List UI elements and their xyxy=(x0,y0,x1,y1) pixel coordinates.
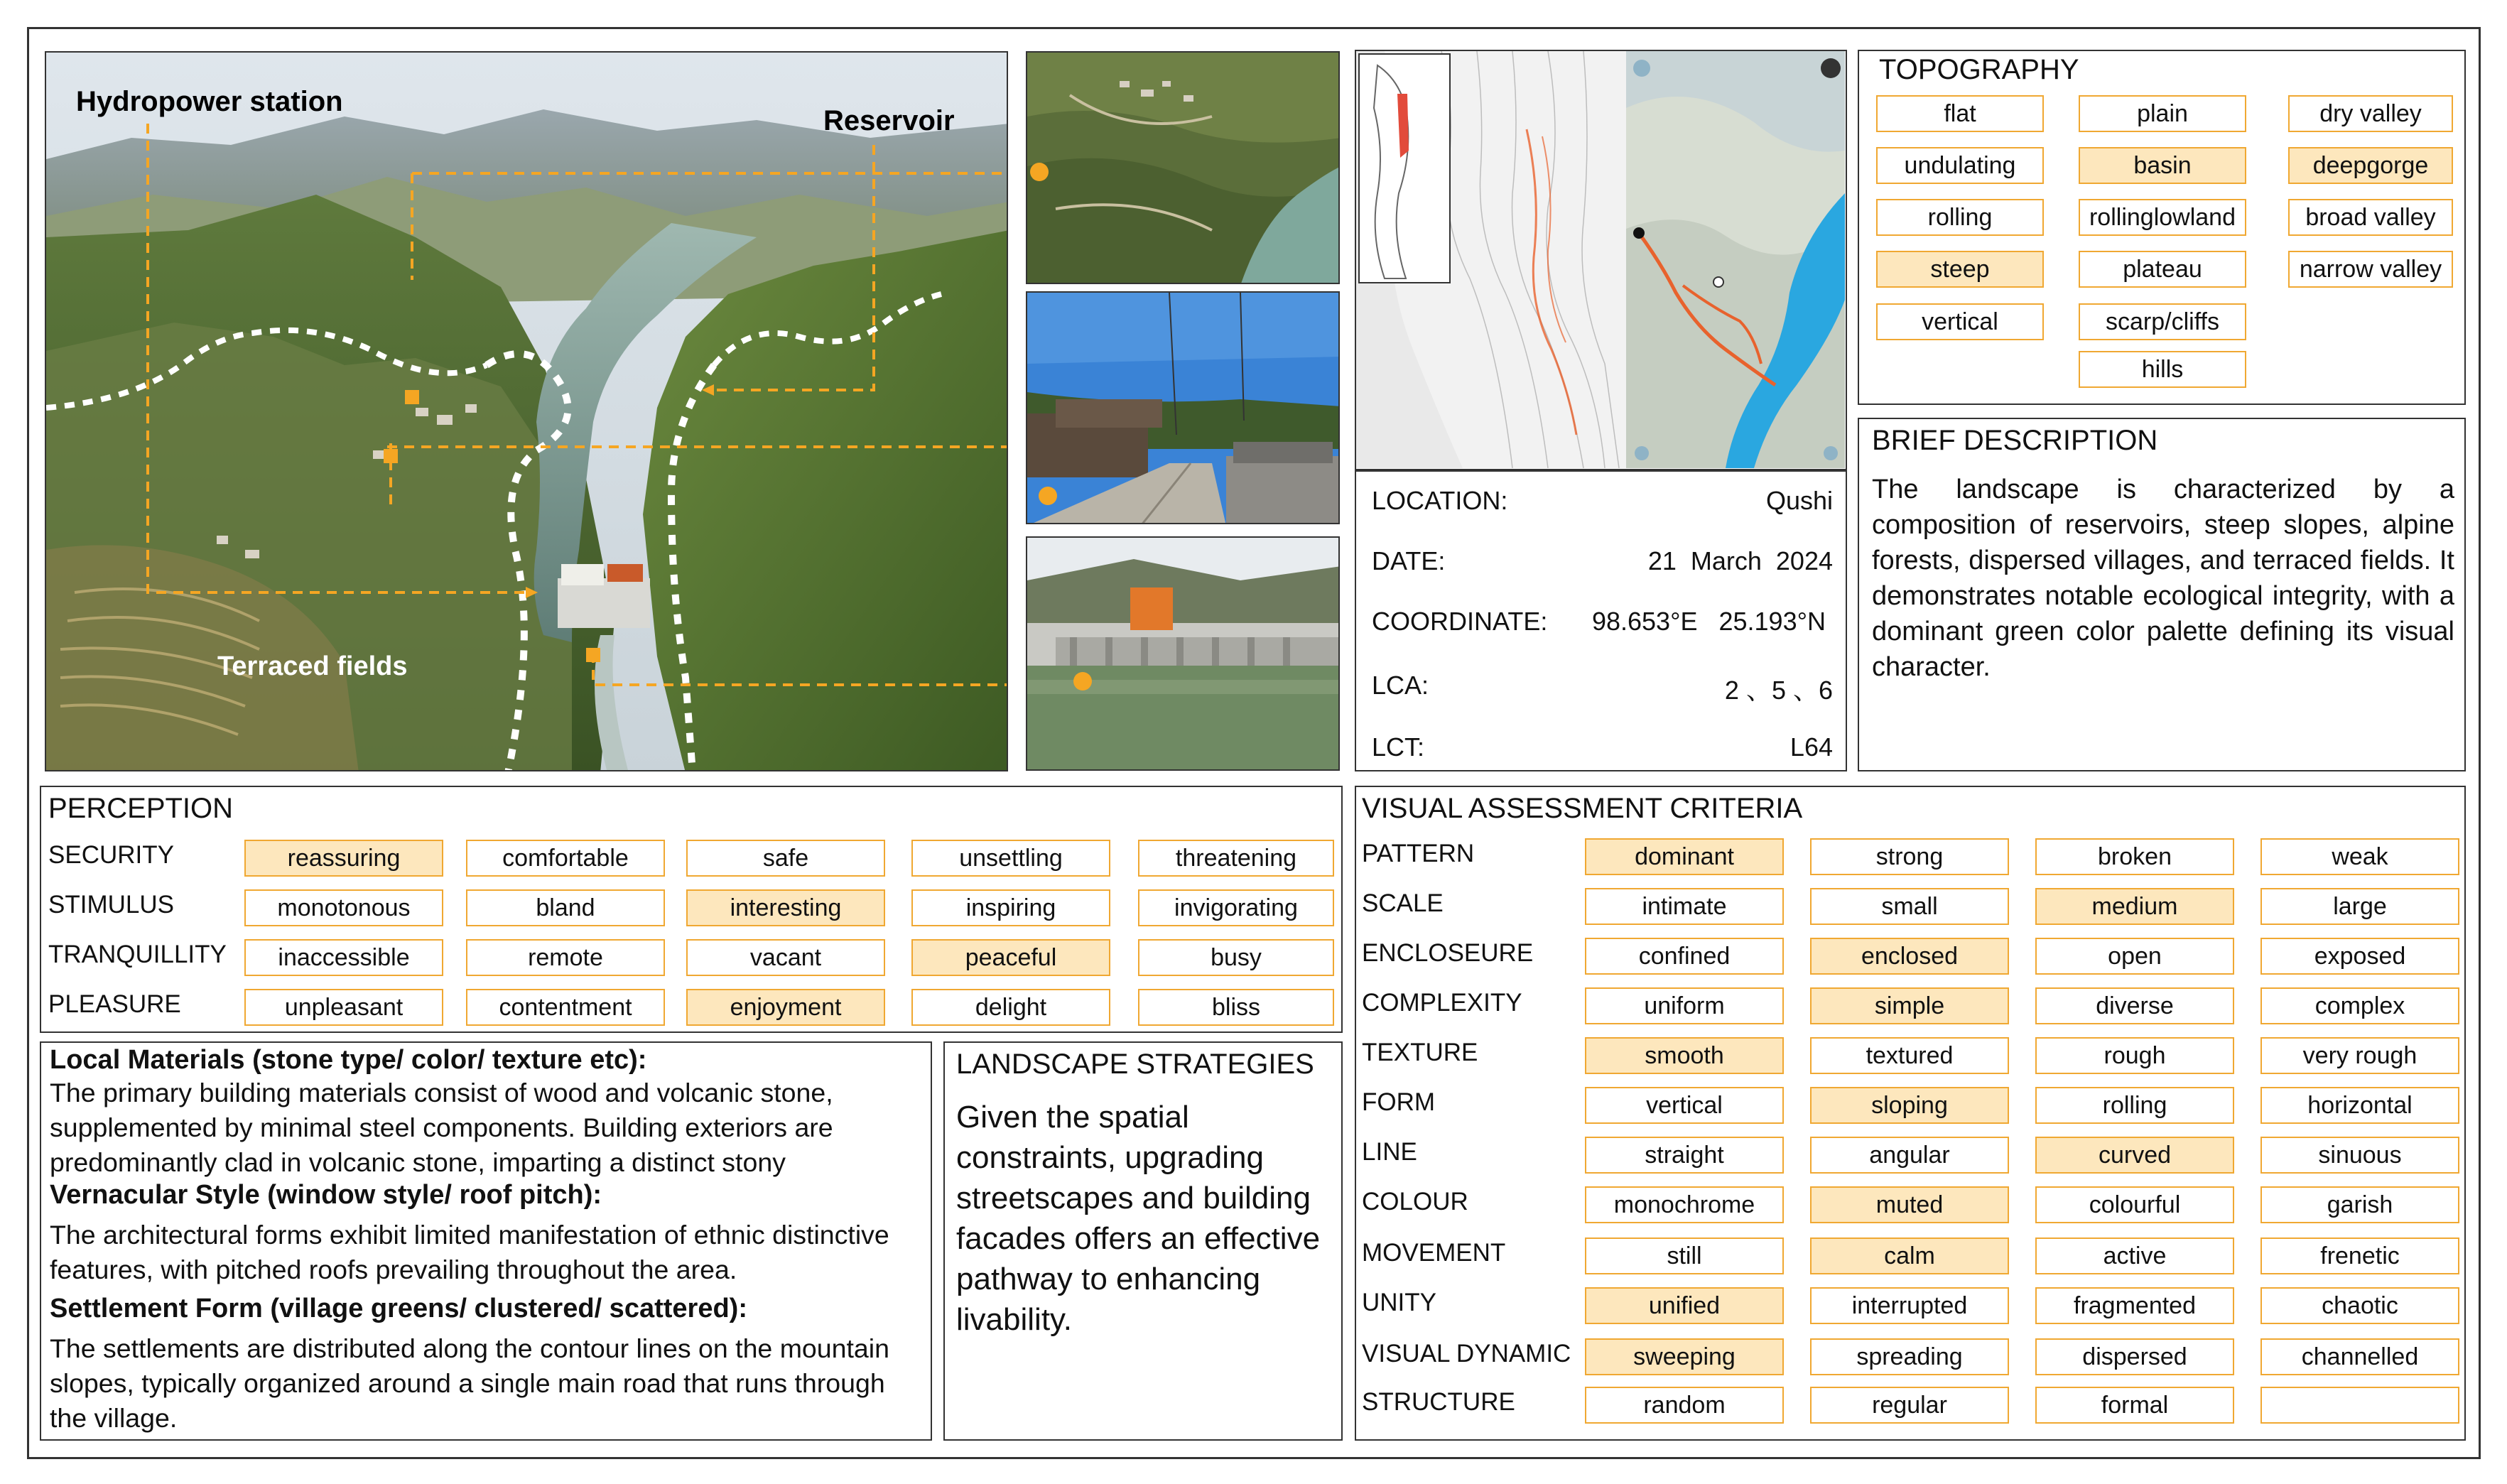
perception-option-invigorating[interactable]: invigorating xyxy=(1138,889,1334,926)
criteria-option-garish[interactable]: garish xyxy=(2260,1186,2459,1223)
criteria-option-sloping[interactable]: sloping xyxy=(1810,1087,2009,1124)
location-value: Qushi xyxy=(1765,486,1833,515)
criteria-option-interrupted[interactable]: interrupted xyxy=(1810,1287,2009,1324)
criteria-option-textured[interactable]: textured xyxy=(1810,1037,2009,1074)
criteria-option-straight[interactable]: straight xyxy=(1585,1137,1784,1174)
perception-option-inaccessible[interactable]: inaccessible xyxy=(244,939,443,976)
criteria-label-pattern: PATTERN xyxy=(1362,840,1475,867)
perception-label-tranquillity: TRANQUILLITY xyxy=(48,941,227,968)
topography-option-narrow-valley[interactable]: narrow valley xyxy=(2288,251,2453,288)
criteria-option-empty[interactable] xyxy=(2260,1387,2459,1424)
perception-option-reassuring[interactable]: reassuring xyxy=(244,840,443,877)
location-map xyxy=(1355,50,1847,470)
reservoir-label: Reservoir xyxy=(823,105,955,136)
aerial-photo-illustration xyxy=(46,53,1008,771)
perception-title: PERCEPTION xyxy=(48,793,234,824)
criteria-option-active[interactable]: active xyxy=(2035,1237,2234,1274)
criteria-option-sinuous[interactable]: sinuous xyxy=(2260,1137,2459,1174)
vernacular-text: The architectural forms exhibit limited manifestation of ethnic distinctive features, with pitched roofs prevailing throughout the area. xyxy=(50,1220,889,1284)
lca-label: LCA: xyxy=(1372,671,1429,700)
date-value: 21 March 2024 xyxy=(1647,546,1833,575)
topography-option-scarp-cliffs[interactable]: scarp/cliffs xyxy=(2079,303,2246,340)
lct-label: LCT: xyxy=(1372,732,1425,762)
topography-option-plateau[interactable]: plateau xyxy=(2079,251,2246,288)
lct-value: L64 xyxy=(1789,732,1833,762)
topography-option-hills[interactable]: hills xyxy=(2079,351,2246,388)
settlement-text: The settlements are distributed along the contour lines on the mountain slopes, typically organized around a single main road that runs through the village. xyxy=(50,1333,889,1433)
perception-option-peaceful[interactable]: peaceful xyxy=(911,939,1110,976)
criteria-option-enclosed[interactable]: enclosed xyxy=(1810,938,2009,975)
street-photo-illustration xyxy=(1027,293,1340,524)
location-label: LOCATION: xyxy=(1372,486,1508,515)
criteria-option-rolling[interactable]: rolling xyxy=(2035,1087,2234,1124)
visual-assessment-panel xyxy=(1355,786,2466,1441)
criteria-label-texture: TEXTURE xyxy=(1362,1039,1478,1066)
criteria-option-broken[interactable]: broken xyxy=(2035,838,2234,875)
perception-option-delight[interactable]: delight xyxy=(911,989,1110,1026)
criteria-option-colourful[interactable]: colourful xyxy=(2035,1186,2234,1223)
criteria-option-rough[interactable]: rough xyxy=(2035,1037,2234,1074)
criteria-option-curved[interactable]: curved xyxy=(2035,1137,2234,1174)
perception-label-stimulus: STIMULUS xyxy=(48,891,174,919)
criteria-option-smooth[interactable]: smooth xyxy=(1585,1037,1784,1074)
criteria-option-large[interactable]: large xyxy=(2260,888,2459,925)
dam-photo xyxy=(1026,536,1340,771)
vernacular-heading: Vernacular Style (window style/ roof pitch): xyxy=(50,1180,602,1210)
visual-assessment-title: VISUAL ASSESSMENT CRITERIA xyxy=(1362,793,1803,824)
topography-option-undulating[interactable]: undulating xyxy=(1876,147,2044,184)
criteria-option-dominant[interactable]: dominant xyxy=(1585,838,1784,875)
perception-option-monotonous[interactable]: monotonous xyxy=(244,889,443,926)
perception-option-busy[interactable]: busy xyxy=(1138,939,1334,976)
criteria-option-dispersed[interactable]: dispersed xyxy=(2035,1338,2234,1375)
criteria-option-small[interactable]: small xyxy=(1810,888,2009,925)
criteria-option-fragmented[interactable]: fragmented xyxy=(2035,1287,2234,1324)
perception-label-security: SECURITY xyxy=(48,841,174,869)
terraced-label: Terraced fields xyxy=(217,651,408,681)
village-photo-illustration xyxy=(1027,53,1340,284)
village-photo-marker xyxy=(1030,163,1049,181)
criteria-label-encloseure: ENCLOSEURE xyxy=(1362,939,1534,967)
criteria-option-horizontal[interactable]: horizontal xyxy=(2260,1087,2459,1124)
criteria-option-complex[interactable]: complex xyxy=(2260,987,2459,1024)
perception-option-vacant[interactable]: vacant xyxy=(686,939,885,976)
topography-option-rolling[interactable]: rolling xyxy=(1876,199,2044,236)
criteria-option-still[interactable]: still xyxy=(1585,1237,1784,1274)
criteria-option-sweeping[interactable]: sweeping xyxy=(1585,1338,1784,1375)
village-photo xyxy=(1026,51,1340,284)
criteria-label-visual-dynamic: VISUAL DYNAMIC xyxy=(1362,1340,1571,1367)
criteria-option-calm[interactable]: calm xyxy=(1810,1237,2009,1274)
dam-photo-marker xyxy=(1073,672,1092,690)
brief-description-title: BRIEF DESCRIPTION xyxy=(1872,425,2158,456)
perception-panel xyxy=(40,786,1343,1033)
coordinate-label: COORDINATE: xyxy=(1372,607,1548,636)
perception-option-enjoyment[interactable]: enjoyment xyxy=(686,989,885,1026)
criteria-option-medium[interactable]: medium xyxy=(2035,888,2234,925)
coordinate-value: 98.653°E 25.193°N xyxy=(1591,607,1826,636)
criteria-option-unified[interactable]: unified xyxy=(1585,1287,1784,1324)
perception-option-unsettling[interactable]: unsettling xyxy=(911,840,1110,877)
perception-option-remote[interactable]: remote xyxy=(466,939,665,976)
criteria-option-muted[interactable]: muted xyxy=(1810,1186,2009,1223)
perception-option-interesting[interactable]: interesting xyxy=(686,889,885,926)
topography-title: TOPOGRAPHY xyxy=(1879,54,2079,85)
materials-heading: Local Materials (stone type/ color/ texture etc): xyxy=(50,1045,647,1075)
criteria-option-strong[interactable]: strong xyxy=(1810,838,2009,875)
criteria-option-regular[interactable]: regular xyxy=(1810,1387,2009,1424)
topography-option-dry-valley[interactable]: dry valley xyxy=(2288,95,2453,132)
criteria-option-monochrome[interactable]: monochrome xyxy=(1585,1186,1784,1223)
criteria-option-frenetic[interactable]: frenetic xyxy=(2260,1237,2459,1274)
landscape-strategies-title: LANDSCAPE STRATEGIES xyxy=(956,1049,1314,1080)
criteria-option-exposed[interactable]: exposed xyxy=(2260,938,2459,975)
topography-panel xyxy=(1858,50,2466,405)
criteria-option-diverse[interactable]: diverse xyxy=(2035,987,2234,1024)
criteria-option-formal[interactable]: formal xyxy=(2035,1387,2234,1424)
criteria-label-complexity: COMPLEXITY xyxy=(1362,989,1522,1017)
criteria-option-spreading[interactable]: spreading xyxy=(1810,1338,2009,1375)
criteria-option-angular[interactable]: angular xyxy=(1810,1137,2009,1174)
topography-option-steep[interactable]: steep xyxy=(1876,251,2044,288)
perception-option-unpleasant[interactable]: unpleasant xyxy=(244,989,443,1026)
criteria-option-random[interactable]: random xyxy=(1585,1387,1784,1424)
brief-description-text: The landscape is characterized by a composition of reservoirs, steep slopes, alpine forests, dispersed villages, and terraced fields. It demonstrates notable ecological integrity, with a dominant green color palette defining its visual character. xyxy=(1872,475,2454,682)
criteria-option-channelled[interactable]: channelled xyxy=(2260,1338,2459,1375)
settlement-heading: Settlement Form (village greens/ clustered/ scattered): xyxy=(50,1294,747,1323)
criteria-option-chaotic[interactable]: chaotic xyxy=(2260,1287,2459,1324)
criteria-option-simple[interactable]: simple xyxy=(1810,987,2009,1024)
criteria-label-structure: STRUCTURE xyxy=(1362,1388,1515,1416)
topography-option-vertical[interactable]: vertical xyxy=(1876,303,2044,340)
brief-description-panel xyxy=(1858,418,2466,771)
location-map-illustration xyxy=(1356,51,1845,468)
criteria-label-form: FORM xyxy=(1362,1088,1436,1116)
criteria-option-open[interactable]: open xyxy=(2035,938,2234,975)
topography-option-flat[interactable]: flat xyxy=(1876,95,2044,132)
perception-option-safe[interactable]: safe xyxy=(686,840,885,877)
perception-option-bliss[interactable]: bliss xyxy=(1138,989,1334,1026)
criteria-option-confined[interactable]: confined xyxy=(1585,938,1784,975)
criteria-label-movement: MOVEMENT xyxy=(1362,1239,1506,1267)
hydropower-label: Hydropower station xyxy=(76,86,343,117)
topography-option-plain[interactable]: plain xyxy=(2079,95,2246,132)
criteria-label-line: LINE xyxy=(1362,1138,1417,1166)
perception-label-pleasure: PLEASURE xyxy=(48,990,181,1018)
criteria-option-uniform[interactable]: uniform xyxy=(1585,987,1784,1024)
landscape-strategies-text: Given the spatial constraints, upgrading streetscapes and building facades offers an effective pathway to enhancing livability. xyxy=(956,1100,1321,1337)
criteria-option-vertical[interactable]: vertical xyxy=(1585,1087,1784,1124)
perception-option-bland[interactable]: bland xyxy=(466,889,665,926)
criteria-option-very-rough[interactable]: very rough xyxy=(2260,1037,2459,1074)
perception-option-comfortable[interactable]: comfortable xyxy=(466,840,665,877)
street-photo xyxy=(1026,291,1340,524)
perception-option-threatening[interactable]: threatening xyxy=(1138,840,1334,877)
criteria-option-weak[interactable]: weak xyxy=(2260,838,2459,875)
topography-option-deepgorge[interactable]: deepgorge xyxy=(2288,147,2453,184)
materials-text: The primary building materials consist of wood and volcanic stone, supplemented by minimal steel components. Building exteriors are predominantly clad in volcanic stone, imparting a distinct stony xyxy=(50,1078,833,1177)
site-info-panel xyxy=(1355,470,1847,771)
date-label: DATE: xyxy=(1372,546,1446,575)
topography-option-basin[interactable]: basin xyxy=(2079,147,2246,184)
criteria-option-intimate[interactable]: intimate xyxy=(1585,888,1784,925)
materials-panel xyxy=(40,1041,932,1441)
dam-photo-illustration xyxy=(1027,538,1340,771)
topography-option-broad-valley[interactable]: broad valley xyxy=(2288,199,2453,236)
landscape-strategies-panel xyxy=(943,1041,1343,1441)
perception-option-inspiring[interactable]: inspiring xyxy=(911,889,1110,926)
criteria-label-scale: SCALE xyxy=(1362,889,1444,917)
perception-option-contentment[interactable]: contentment xyxy=(466,989,665,1026)
topography-option-rollinglowland[interactable]: rollinglowland xyxy=(2079,199,2246,236)
criteria-label-unity: UNITY xyxy=(1362,1289,1436,1316)
street-photo-marker xyxy=(1039,487,1057,505)
lca-value: 2 、5 、6 xyxy=(1724,676,1833,705)
aerial-photo xyxy=(45,51,1008,771)
criteria-label-colour: COLOUR xyxy=(1362,1188,1468,1215)
